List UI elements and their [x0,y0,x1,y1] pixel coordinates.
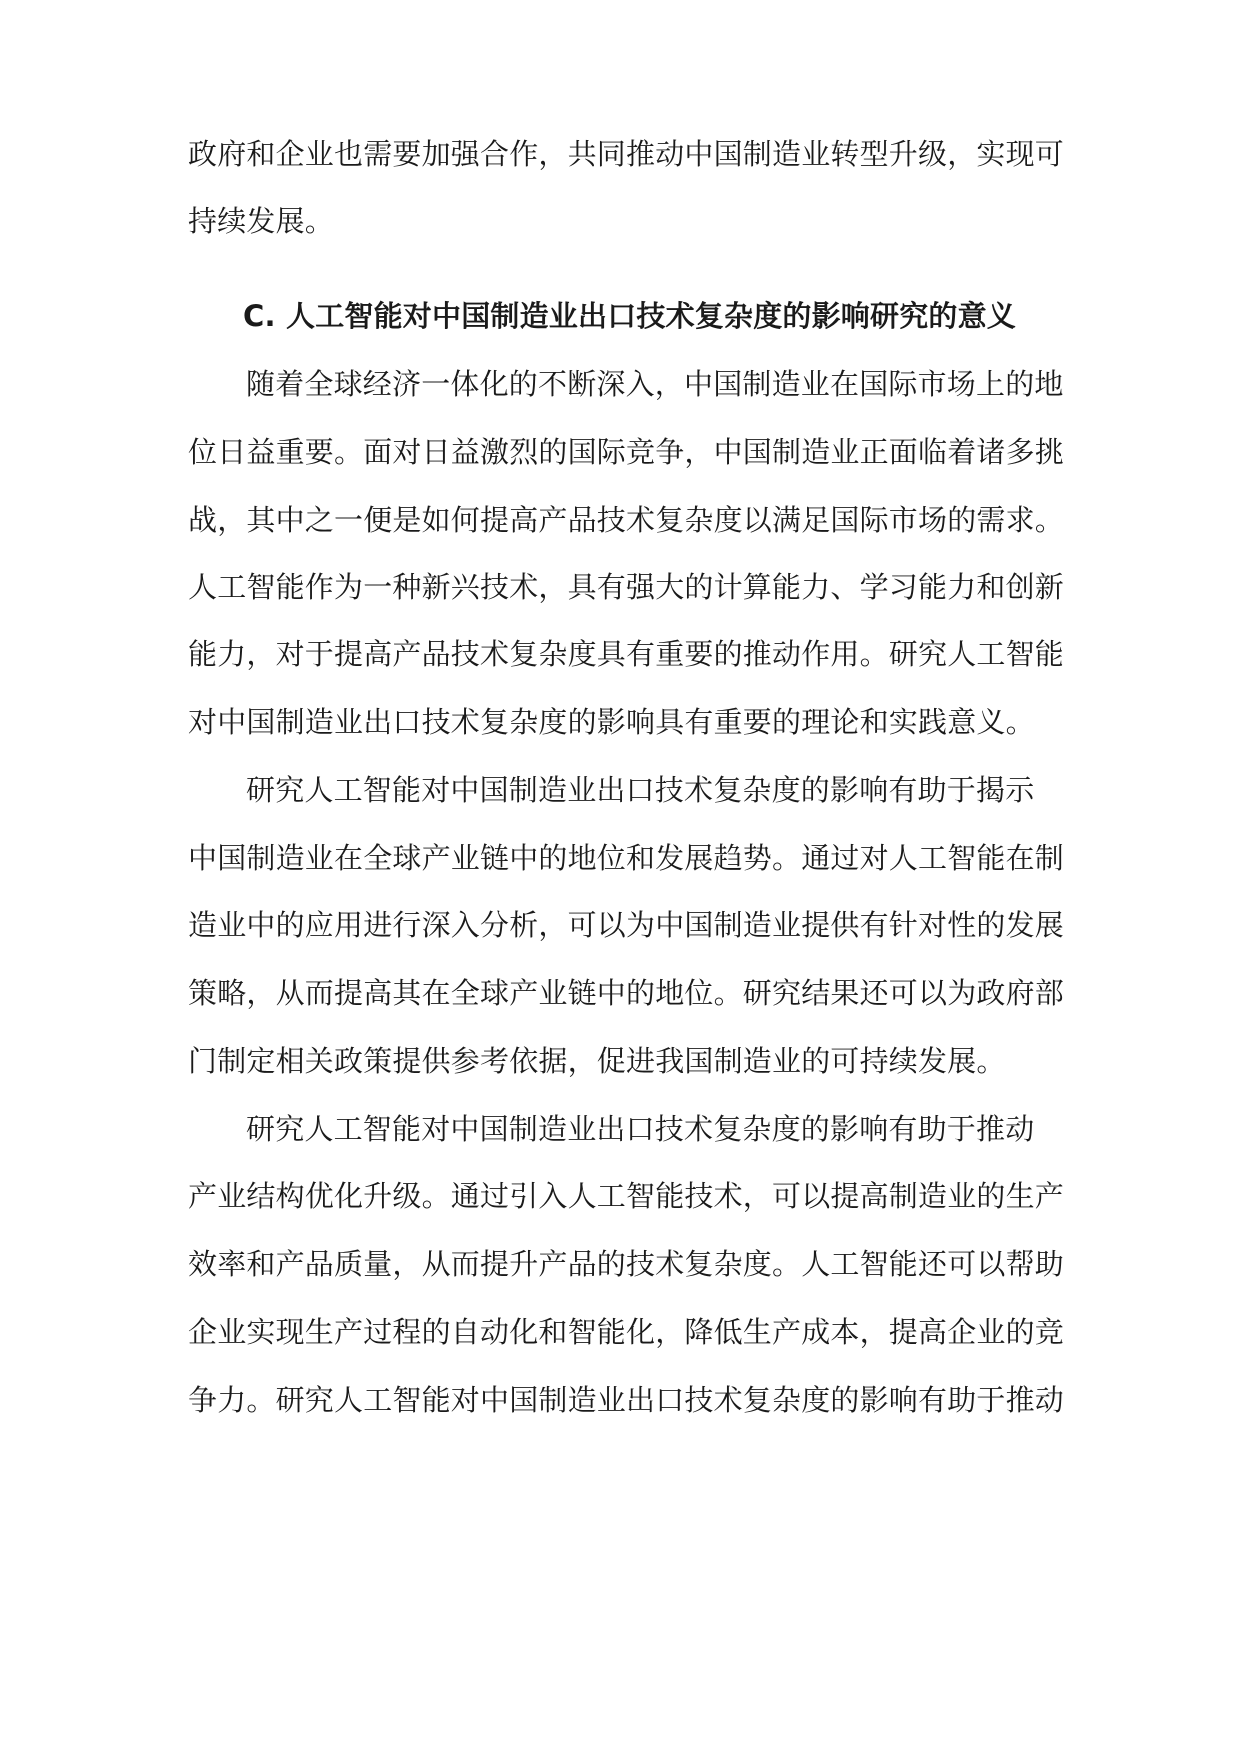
paragraph-2-line-3: 造业中的应用进行深入分析，可以为中国制造业提供有针对性的发展 [188,908,1065,942]
paragraph-3-line-4: 企业实现生产过程的自动化和智能化，降低生产成本，提高企业的竞 [188,1315,1065,1349]
section-heading: C. 人工智能对中国制造业出口技术复杂度的影响研究的意义 [243,299,1016,333]
paragraph-1-line-4: 人工智能作为一种新兴技术，具有强大的计算能力、学习能力和创新 [188,570,1065,604]
paragraph-1-line-6: 对中国制造业出口技术复杂度的影响具有重要的理论和实践意义。 [188,705,1035,739]
paragraph-3-line-5: 争力。研究人工智能对中国制造业出口技术复杂度的影响有助于推动 [188,1383,1065,1417]
paragraph-2-line-2: 中国制造业在全球产业链中的地位和发展趋势。通过对人工智能在制 [188,841,1065,875]
paragraph-2-line-4: 策略，从而提高其在全球产业链中的地位。研究结果还可以为政府部 [188,976,1065,1010]
paragraph-2-line-5: 门制定相关政策提供参考依据，促进我国制造业的可持续发展。 [188,1044,1006,1078]
paragraph-3-line-3: 效率和产品质量，从而提升产品的技术复杂度。人工智能还可以帮助 [188,1247,1065,1281]
paragraph-3-line-2: 产业结构优化升级。通过引入人工智能技术，可以提高制造业的生产 [188,1179,1065,1213]
intro-line-2: 持续发展。 [188,204,335,238]
paragraph-3-line-1: 研究人工智能对中国制造业出口技术复杂度的影响有助于推动 [246,1112,1035,1146]
paragraph-2-line-1: 研究人工智能对中国制造业出口技术复杂度的影响有助于揭示 [246,773,1035,807]
paragraph-1-line-5: 能力，对于提高产品技术复杂度具有重要的推动作用。研究人工智能 [188,637,1065,671]
intro-line-1: 政府和企业也需要加强合作，共同推动中国制造业转型升级，实现可 [188,137,1065,171]
paragraph-1-line-3: 战，其中之一便是如何提高产品技术复杂度以满足国际市场的需求。 [188,503,1065,537]
paragraph-1-line-2: 位日益重要。面对日益激烈的国际竞争，中国制造业正面临着诸多挑 [188,435,1065,469]
paragraph-1-line-1: 随着全球经济一体化的不断深入，中国制造业在国际市场上的地 [246,367,1064,401]
